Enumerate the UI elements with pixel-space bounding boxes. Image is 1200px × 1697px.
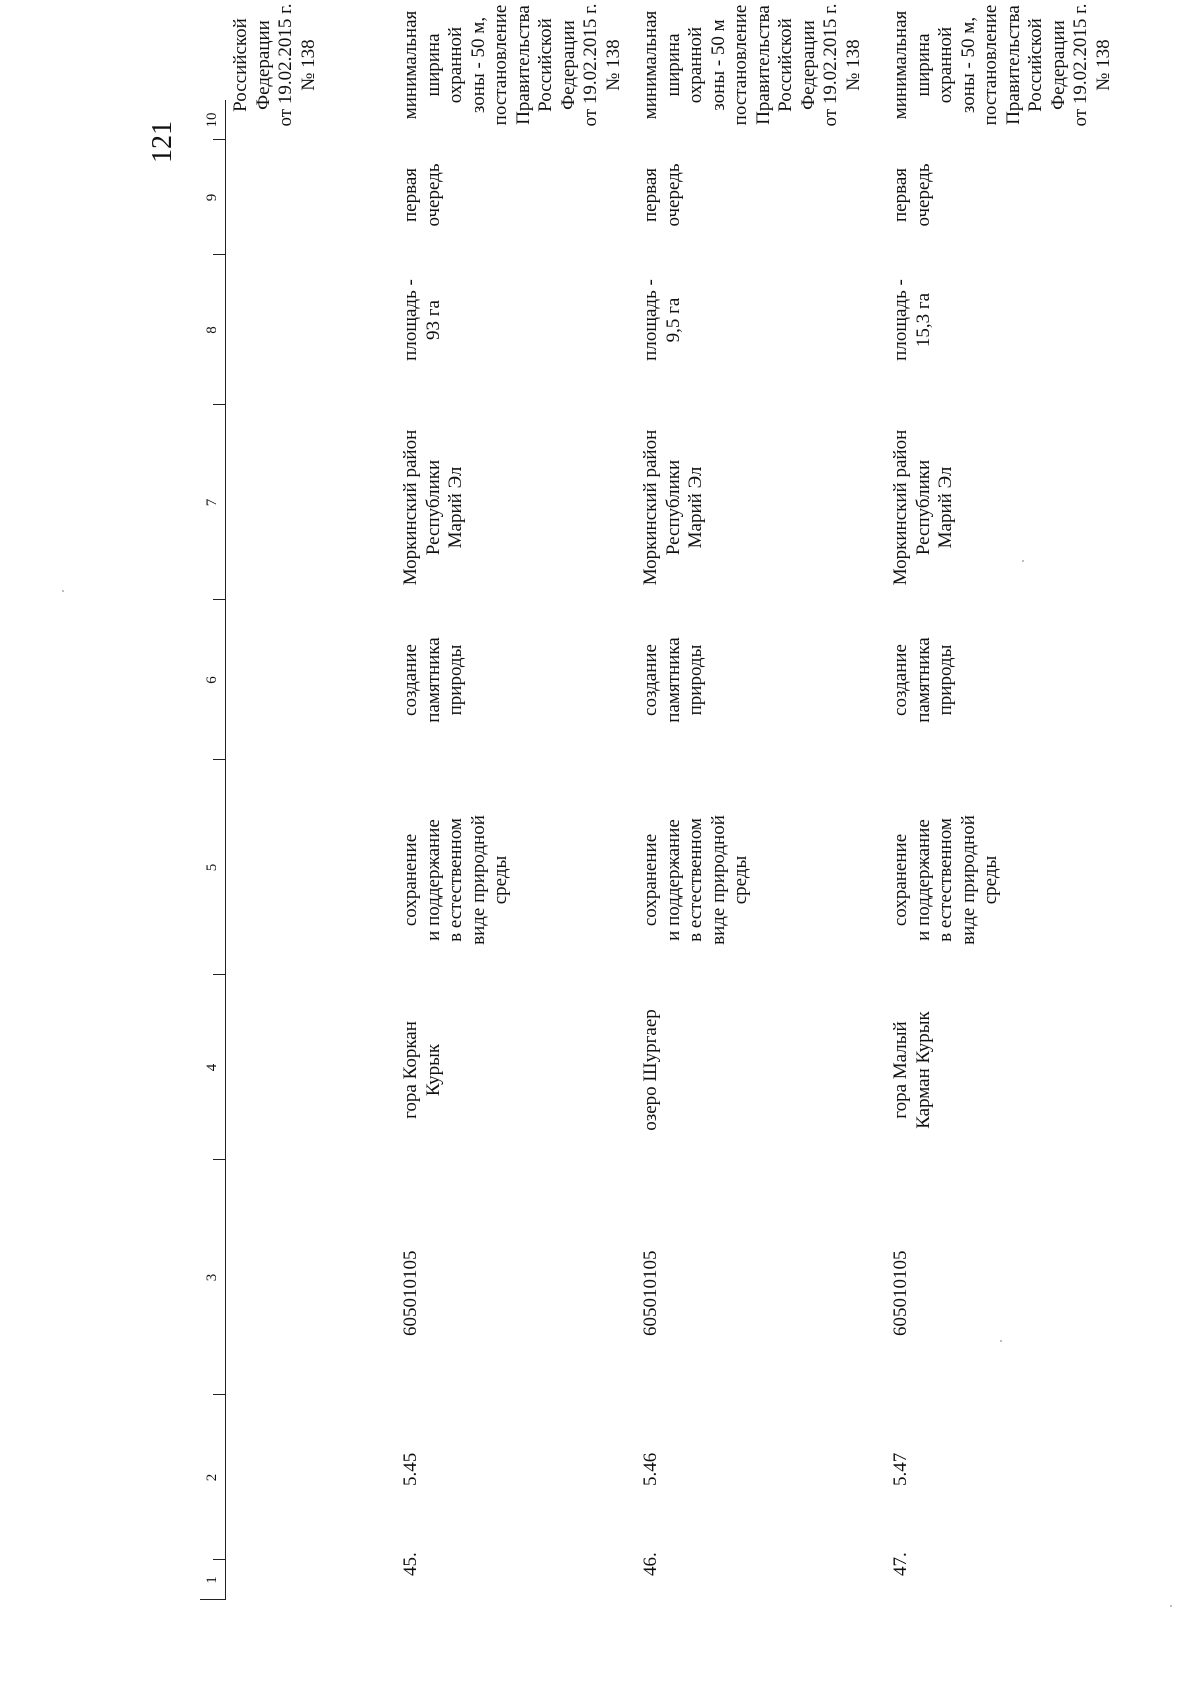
cell-line: природы — [685, 644, 706, 716]
cell-line: Федерации — [797, 20, 819, 110]
cell-line: Правительства — [512, 5, 534, 125]
cell-line: Карман Курык — [912, 1011, 934, 1129]
cell-line: охранной — [935, 26, 956, 104]
column-number-8: 8 — [204, 326, 220, 334]
cell-line: Российской — [535, 18, 556, 112]
cell-line: от 19.02.2015 г. — [1070, 3, 1091, 127]
cell-line: гора Коркан — [400, 1021, 421, 1119]
cell-line: зоны - 50 м, — [467, 16, 489, 114]
cell-col-2 — [400, 1400, 423, 1490]
cell-col-1 — [890, 1500, 913, 1580]
cell-line: Правительства — [752, 5, 774, 125]
column-separator — [213, 254, 225, 255]
cell-col-8 — [890, 245, 935, 395]
cell-line: Республики — [662, 459, 684, 556]
cell-col-5 — [640, 785, 753, 975]
cell-col-10 — [890, 0, 1115, 180]
cell-line: Моркинский район — [400, 429, 421, 586]
cell-col-1 — [640, 1500, 663, 1580]
scan-speck — [1170, 1605, 1172, 1607]
cell-line: 45. — [400, 1552, 421, 1576]
cell-line: площадь - — [640, 279, 661, 361]
cell-line: 9,5 га — [662, 297, 684, 343]
cell-line: Республики — [912, 459, 934, 556]
cell-line: Моркинский район — [890, 429, 911, 586]
cell-line: от 19.02.2015 г. — [820, 3, 841, 127]
cell-line: минимальная — [890, 10, 911, 120]
cell-line: гора Малый — [890, 1021, 911, 1119]
page-number: 121 — [147, 121, 178, 163]
cell-line: от 19.02.2015 г. — [275, 3, 296, 127]
cell-line: Федерации — [1047, 20, 1069, 110]
cell-line: площадь - — [890, 279, 911, 361]
cell-col-4 — [890, 985, 935, 1155]
cell-col-10 — [400, 0, 625, 180]
cell-line: среды — [730, 855, 751, 905]
cell-line: № 138 — [297, 39, 319, 91]
cell-line: среды — [980, 855, 1001, 905]
cell-line: № 138 — [842, 39, 864, 91]
cell-line: озеро Шургаер — [640, 1009, 661, 1131]
cell-line: минимальная — [400, 10, 421, 120]
cell-line: виде природной — [957, 815, 979, 945]
cell-col-6 — [640, 595, 708, 765]
cell-line: первая — [640, 168, 661, 222]
cell-line: 93 га — [422, 300, 444, 340]
cell-col-6 — [890, 595, 958, 765]
cell-line: очередь — [912, 163, 934, 227]
cell-col-4 — [640, 985, 663, 1155]
cell-line: и поддержание — [422, 819, 444, 941]
cell-line: создание — [400, 644, 421, 716]
cell-line: Марий Эл — [445, 466, 466, 549]
cell-col-2 — [890, 1400, 913, 1490]
cell-col-5 — [890, 785, 1003, 975]
cell-line: создание — [890, 644, 911, 716]
column-number-2: 2 — [204, 1473, 220, 1482]
cell-col-3 — [400, 1200, 423, 1340]
column-number-5: 5 — [204, 863, 220, 872]
cell-line: зоны - 50 м — [707, 19, 729, 111]
column-number-3: 3 — [204, 1273, 220, 1282]
column-number-7: 7 — [204, 498, 220, 507]
cell-line: первая — [400, 168, 421, 222]
column-separator — [200, 1599, 225, 1600]
cell-line: постановление — [490, 4, 511, 126]
column-separator — [213, 974, 225, 975]
cell-line: 15,3 га — [912, 292, 934, 348]
cell-line: первая — [890, 168, 911, 222]
column-number-9: 9 — [204, 193, 220, 202]
cell-line: ширина — [422, 33, 444, 97]
cell-line: очередь — [662, 163, 684, 227]
cell-line: площадь - — [400, 279, 421, 361]
cell-line: 46. — [640, 1552, 661, 1576]
cell-col-7 — [640, 400, 708, 615]
cell-col-7 — [890, 400, 958, 615]
cell-col-10 — [640, 0, 865, 180]
cell-line: 5.45 — [400, 1452, 421, 1486]
cell-col-7 — [400, 400, 468, 615]
cell-line: ширина — [662, 33, 684, 97]
cell-line: охранной — [685, 26, 706, 104]
column-separator — [213, 404, 225, 405]
cell-line: № 138 — [1092, 39, 1114, 91]
scan-speck — [62, 590, 64, 592]
cell-line: природы — [935, 644, 956, 716]
cell-col-8 — [400, 245, 445, 395]
cell-line: создание — [640, 644, 661, 716]
cell-col-2 — [640, 1400, 663, 1490]
cell-line: Российской — [1025, 18, 1046, 112]
cell-line: сохранение — [890, 833, 911, 927]
cell-col-1 — [400, 1500, 423, 1580]
cell-col-5 — [400, 785, 513, 975]
cell-line: Марий Эл — [935, 466, 956, 549]
cell-line: Федерации — [252, 20, 274, 110]
header-rule — [225, 100, 226, 1600]
column-number-1: 1 — [204, 1576, 220, 1584]
cell-line: Моркинский район — [640, 429, 661, 586]
cell-line: Федерации — [557, 20, 579, 110]
cell-col-10 — [230, 0, 320, 180]
cell-col-4 — [400, 985, 445, 1155]
cell-line: и поддержание — [662, 819, 684, 941]
cell-line: сохранение — [640, 833, 661, 927]
cell-line: 5.47 — [890, 1452, 911, 1486]
cell-line: Марий Эл — [685, 466, 706, 549]
cell-line: среды — [490, 855, 511, 905]
column-separator — [213, 599, 225, 600]
cell-line: очередь — [422, 163, 444, 227]
column-number-4: 4 — [204, 1063, 220, 1072]
cell-line: 605010105 — [400, 1250, 421, 1336]
cell-line: ширина — [912, 33, 934, 97]
cell-col-8 — [640, 245, 685, 395]
cell-line: охранной — [445, 26, 466, 104]
cell-col-3 — [890, 1200, 913, 1340]
cell-line: виде природной — [467, 815, 489, 945]
cell-col-6 — [400, 595, 468, 765]
cell-line: минимальная — [640, 10, 661, 120]
cell-line: 5.46 — [640, 1452, 661, 1486]
cell-line: виде природной — [707, 815, 729, 945]
cell-line: Российской — [230, 18, 251, 112]
cell-line: зоны - 50 м, — [957, 16, 979, 114]
cell-line: в естественном — [935, 818, 956, 942]
cell-line: 47. — [890, 1552, 911, 1576]
cell-line: от 19.02.2015 г. — [580, 3, 601, 127]
scan-speck — [1000, 1340, 1002, 1342]
cell-line: Правительства — [1002, 5, 1024, 125]
cell-line: в естественном — [685, 818, 706, 942]
scan-speck — [1022, 560, 1024, 562]
column-number-header — [200, 100, 226, 1600]
cell-line: памятника — [662, 637, 684, 723]
column-separator — [213, 1394, 225, 1395]
cell-line: постановление — [980, 4, 1001, 126]
column-separator — [213, 1559, 225, 1560]
cell-line: 605010105 — [640, 1250, 661, 1336]
cell-line: 605010105 — [890, 1250, 911, 1336]
cell-line: и поддержание — [912, 819, 934, 941]
cell-line: в естественном — [445, 818, 466, 942]
cell-line: памятника — [912, 637, 934, 723]
cell-line: постановление — [730, 4, 751, 126]
column-separator — [213, 759, 225, 760]
rotated-table — [200, 3, 1114, 1600]
cell-line: Российской — [775, 18, 796, 112]
column-separator — [213, 1159, 225, 1160]
cell-line: памятника — [422, 637, 444, 723]
cell-line: № 138 — [602, 39, 624, 91]
column-number-6: 6 — [204, 676, 220, 684]
cell-line: природы — [445, 644, 466, 716]
column-number-10: 10 — [204, 112, 220, 128]
cell-line: Республики — [422, 459, 444, 556]
cell-line: сохранение — [400, 833, 421, 927]
column-separator — [213, 139, 225, 140]
cell-line: Курык — [422, 1043, 444, 1097]
cell-col-3 — [640, 1200, 663, 1340]
